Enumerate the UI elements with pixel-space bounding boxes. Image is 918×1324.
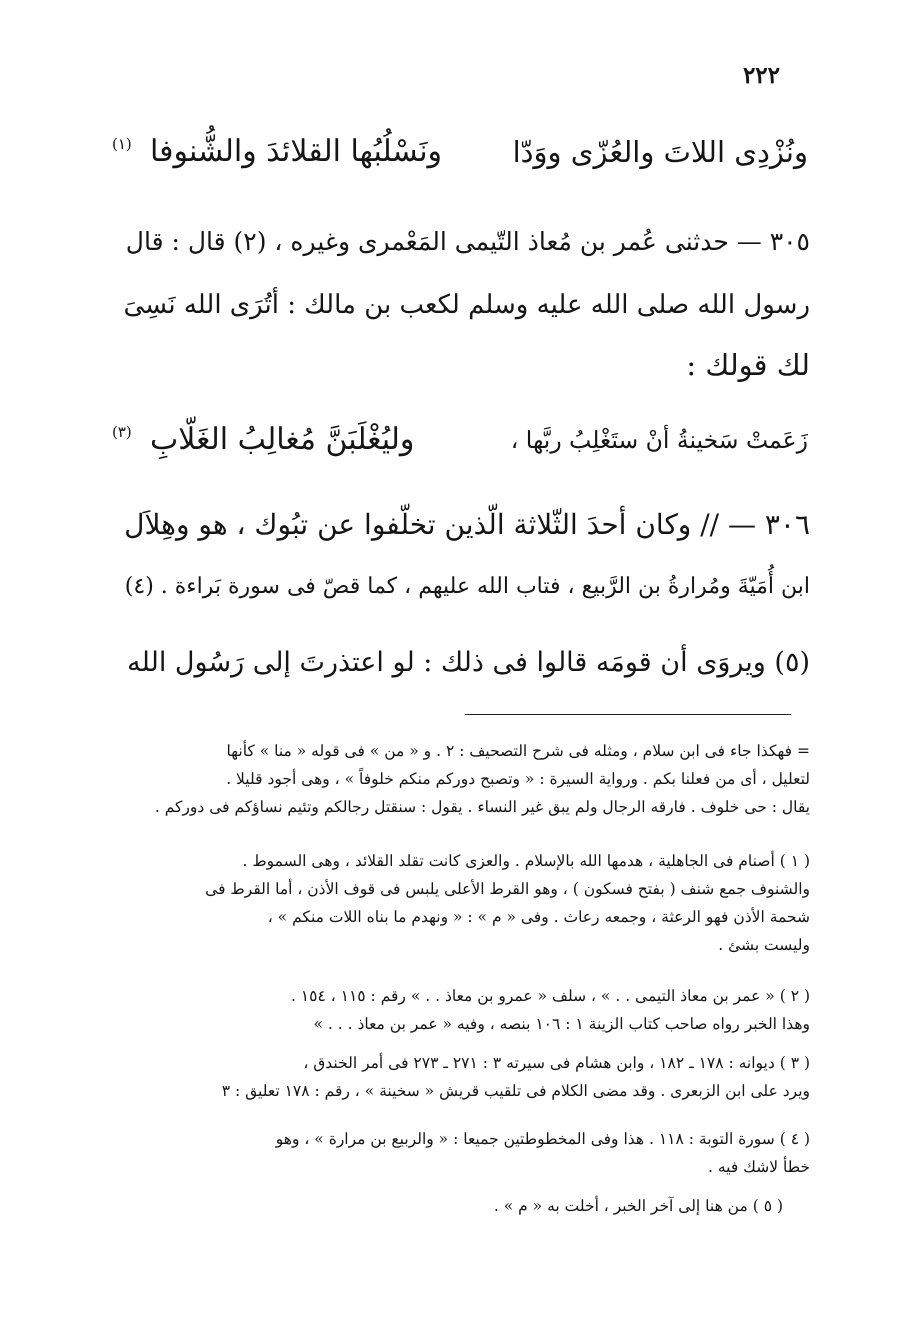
footnote-3-line: ويرد على ابن الزبعرى . وقد مضى الكلام فى تلقيب قريش « سخينة » ، رقم : ١٧٨ تعليق : ٣	[221, 1082, 810, 1100]
para305-line2: رسول الله صلى الله عليه وسلم لكعب بن مالك : أتُرَى الله نَسِىَ	[123, 290, 810, 320]
footnote-4-line: خطأ لاشك فيه .	[707, 1158, 810, 1176]
verse1-left-hemistich: ونَسْلُبُها القلائدَ والشُّنوفا	[150, 134, 443, 169]
footnote-1-line: والشنوف جمع شنف ( بفتح فسكون ) ، وهو القرط الأعلى يلبس فى قوف الأذن ، أما القرط فى	[205, 880, 810, 898]
footnote-2-line: وهذا الخبر رواه صاحب كتاب الزينة ١ : ١٠٦ بنصه ، وفيه « عمر بن معاذ . . . »	[313, 1015, 810, 1033]
footnote-1-line: وليست بشئ .	[718, 936, 810, 954]
footnote-cont-line: يقال : حى خلوف . فارقه الرجال ولم يبق غير النساء . يقول : سنقتل رجالكم وتئيم نساؤكم فى دوركم .	[154, 798, 810, 816]
footnote-3-line: ( ٣ ) ديوانه : ١٧٨ ـ ١٨٢ ، وابن هشام فى سيرته ٣ : ٢٧١ ـ ٢٧٣ فى أمر الخندق ،	[303, 1054, 810, 1072]
footnote-separator	[465, 714, 791, 715]
verse1-right-hemistich: ونُزْدِى اللاتَ والعُزّى ووَدّا	[512, 135, 808, 169]
page-number: ٢٢٢	[742, 62, 780, 89]
para305-line3: لك قولك :	[686, 348, 810, 382]
footnote-cont-line: لتعليل ، أى من فعلنا بكم . ورواية السيرة : « وتصبح دوركم منكم خلوفاً » ، وهى أجود قليلا .	[226, 770, 810, 788]
footnote-4-line: ( ٤ ) سورة التوبة : ١١٨ . هذا وفى المخطوطتين جميعا : « والربيع بن مرارة » ، وهو	[275, 1130, 810, 1148]
para306-line2: ابن أُمَيّةَ ومُرارةُ بن الرَّبيع ، فتاب الله عليهم ، كما قصّ فى سورة بَراءة . (٤)	[124, 574, 810, 599]
para306-line3: (٥) ويروَى أن قومَه قالوا فى ذلك : لو اعتذرتَ إلى رَسُول الله	[127, 647, 810, 678]
footnote-1-line: شحمة الأذن فهو الرعثة ، وجمعه رعاث . وفى « م » : « ونهدم ما بناه اللات منكم » ،	[267, 908, 810, 926]
footnote-1-line: ( ١ ) أصنام فى الجاهلية ، هدمها الله بالإسلام . والعزى كانت تقلد القلائد ، وهى السموط .	[242, 852, 810, 870]
footnote-cont-line: = فهكذا جاء فى ابن سلام ، ومثله فى شرح التصحيف : ٢ . و « من » فى قوله « منا » كأنها	[226, 742, 810, 760]
verse1-note-ref: (١)	[112, 135, 132, 153]
verse2-right-hemistich: زَعَمتْ سَخينةُ أنْ ستَغْلِبُ ربَّها ،	[510, 426, 808, 454]
verse2-left-hemistich: وليُغْلَبَنَّ مُغالِبُ الغَلّابِ	[150, 422, 415, 457]
footnote-5-line: ( ٥ ) من هنا إلى آخر الخبر ، أخلت به « م » .	[493, 1197, 783, 1215]
para305-line1: ٣٠٥ — حدثنى عُمر بن مُعاذ التّيمى المَعْمرى وغيره ، (٢) قال : قال	[125, 227, 810, 256]
footnote-2-line: ( ٢ ) « عمر بن معاذ التيمى . . » ، سلف « عمرو بن معاذ . . » رقم : ١١٥ ، ١٥٤ .	[290, 987, 810, 1005]
verse2-note-ref: (٣)	[112, 423, 132, 441]
para306-line1: ٣٠٦ — // وكان أحدَ الثّلاثة الّذين تخلّفوا عن تبُوك ، هو وهِلاَل	[124, 508, 810, 541]
